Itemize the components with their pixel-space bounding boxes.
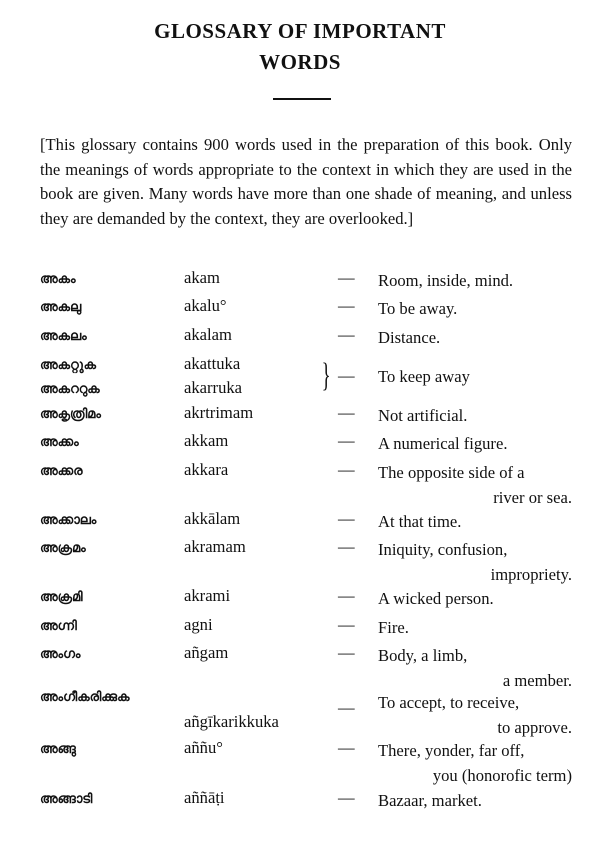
meaning-line-1: There, yonder, far off, <box>378 741 525 760</box>
transliteration: añgam <box>184 643 229 662</box>
transliteration: akalam <box>184 325 232 344</box>
dash: — <box>338 460 355 479</box>
malayalam-word: അകറ്റുക <box>40 358 96 373</box>
transliteration: akramam <box>184 537 246 556</box>
meaning-line-1: A numerical figure. <box>378 434 508 453</box>
transliteration: akattuka <box>184 354 241 373</box>
meaning <box>378 431 572 456</box>
meaning-line-1: Fire. <box>378 618 409 637</box>
malayalam-word: അകം <box>40 272 76 287</box>
dash: — <box>338 366 355 385</box>
title-line-1: GLOSSARY OF IMPORTANT <box>154 19 446 43</box>
transliteration: aññāṭi <box>184 788 225 807</box>
dash: — <box>338 537 355 556</box>
meaning <box>378 537 572 587</box>
meaning-line-1: Room, inside, mind. <box>378 271 514 290</box>
meaning-line-1: Iniquity, confusion, <box>378 540 508 559</box>
transliteration: akkālam <box>184 509 241 528</box>
malayalam-word: അക്കര <box>40 464 83 479</box>
transliteration: akrami <box>184 586 231 605</box>
malayalam-word: അക്രമം <box>40 541 86 556</box>
malayalam-word: അംഗീകരിക്കുക <box>40 690 130 705</box>
meaning-line-1: A wicked person. <box>378 589 494 608</box>
malayalam-word: അഗ്നി <box>40 619 77 634</box>
malayalam-word: അകററുക <box>40 382 100 397</box>
dash: — <box>338 268 355 287</box>
malayalam-word: അക്രമി <box>40 590 83 605</box>
transliteration: akkam <box>184 431 229 450</box>
meaning <box>378 586 572 611</box>
malayalam-word: അങ്ങു <box>40 742 76 757</box>
meaning-line-2: a member. <box>502 671 572 690</box>
transliteration: akalu° <box>184 296 227 315</box>
dash: — <box>338 403 355 422</box>
meaning <box>378 268 572 293</box>
meaning-line-1: Body, a limb, <box>378 646 468 665</box>
transliteration: akarruka <box>184 378 243 397</box>
meaning-line-1: Bazaar, market. <box>378 791 482 810</box>
malayalam-word: അംഗം <box>40 647 81 662</box>
malayalam-word: അക്കാലം <box>40 513 97 528</box>
meaning-line-2: impropriety. <box>490 565 572 584</box>
dash: — <box>338 698 355 717</box>
meaning <box>378 364 572 389</box>
meaning-line-2: you (honorofic term) <box>432 766 572 785</box>
dash: — <box>338 643 355 662</box>
dash: — <box>338 296 355 315</box>
meaning-line-1: Distance. <box>378 328 441 347</box>
transliteration: akrtrimam <box>184 403 254 422</box>
dash: — <box>338 738 355 757</box>
title-line-2: WORDS <box>259 50 341 74</box>
transliteration: akam <box>184 268 220 287</box>
transliteration: aññu° <box>184 738 223 757</box>
meaning-line-2: to approve. <box>497 718 572 737</box>
meaning <box>378 403 572 428</box>
meaning <box>378 460 572 510</box>
meaning-line-1: To keep away <box>378 367 470 386</box>
malayalam-word: അങ്ങാടി <box>40 792 93 807</box>
meaning <box>378 690 572 740</box>
meaning-line-1: At that time. <box>378 512 462 531</box>
malayalam-word: അകൃത്രിമം <box>40 407 101 422</box>
intro-paragraph: [This glossary contains 900 words used in the preparation of this book. Only the meanings of words appropriate to the context in which they are used in the book are given. Many words have more than one shade of meaning, and unless they are demanded by the context, they are overlooked.] <box>40 135 572 228</box>
meaning-line-2: river or sea. <box>493 488 572 507</box>
meaning <box>378 615 572 640</box>
meaning-line-1: The opposite side of a <box>378 463 525 482</box>
meaning <box>378 643 572 693</box>
dash: — <box>338 586 355 605</box>
dash: — <box>338 788 355 807</box>
dash: — <box>338 509 355 528</box>
transliteration: añgīkarikkuka <box>184 712 279 731</box>
dash: — <box>338 431 355 450</box>
malayalam-word: അകലു <box>40 300 82 315</box>
meaning-line-1: To be away. <box>378 299 458 318</box>
grouping-brace: } <box>321 357 331 394</box>
malayalam-word: അക്കം <box>40 435 79 450</box>
meaning-line-1: Not artificial. <box>378 406 468 425</box>
meaning <box>378 509 572 534</box>
dash: — <box>338 325 355 344</box>
malayalam-word: അകലം <box>40 329 87 344</box>
meaning <box>378 325 572 350</box>
meaning-line-1: To accept, to receive, <box>378 693 520 712</box>
meaning <box>378 738 572 788</box>
meaning <box>378 788 572 813</box>
transliteration: agni <box>184 615 213 634</box>
meaning <box>378 296 572 321</box>
dash: — <box>338 615 355 634</box>
transliteration: akkara <box>184 460 229 479</box>
